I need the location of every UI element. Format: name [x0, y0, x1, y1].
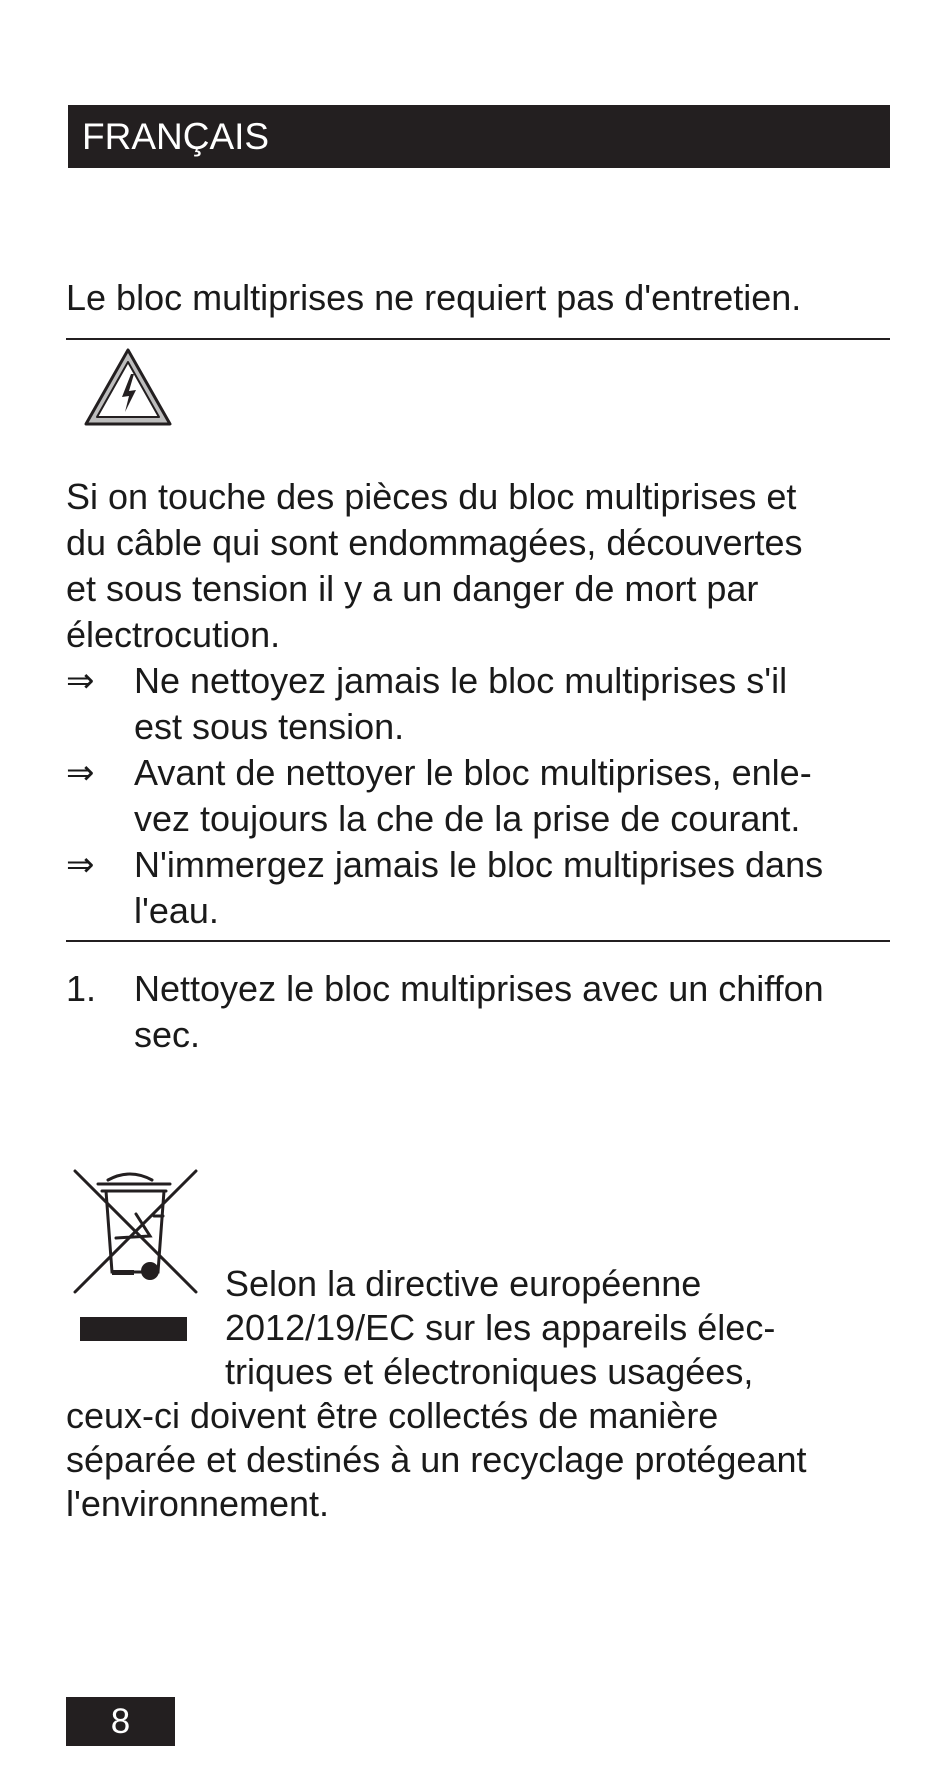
step-1-line-1: Nettoyez le bloc multiprises avec un chiffon — [134, 968, 824, 1009]
crossed-out-wheelie-bin-icon — [72, 1168, 202, 1296]
warning-line-4: électrocution. — [66, 614, 281, 655]
step-1-line-2: sec. — [134, 1014, 201, 1055]
instruction-3-line-2: l'eau. — [134, 890, 219, 931]
page-number: 8 — [66, 1697, 175, 1746]
instruction-2-line-1: Avant de nettoyer le bloc multiprises, enle- — [134, 752, 812, 793]
maintenance-intro: Le bloc multiprises ne requiert pas d'entretien. — [66, 277, 802, 318]
recycling-line-5: séparée et destinés à un recyclage protégeant — [66, 1439, 807, 1480]
recycling-line-3: triques et électroniques usagées, — [225, 1351, 754, 1392]
instruction-1-line-2: est sous tension. — [134, 706, 405, 747]
instruction-3-line-1: N'immergez jamais le bloc multiprises dans — [134, 844, 824, 885]
language-header: FRANÇAIS — [68, 105, 890, 168]
warning-line-2: du câble qui sont endommagées, découvertes — [66, 522, 803, 563]
divider-bottom — [66, 940, 890, 942]
arrow-bullet-2: ⇒ — [66, 754, 95, 792]
step-number-1: 1. — [66, 968, 97, 1009]
instruction-1-line-1: Ne nettoyez jamais le bloc multiprises s'il — [134, 660, 788, 701]
recycling-line-6: l'environnement. — [66, 1483, 330, 1524]
divider-top — [66, 338, 890, 340]
arrow-bullet-1: ⇒ — [66, 662, 95, 700]
arrow-bullet-3: ⇒ — [66, 846, 95, 884]
recycling-line-4: ceux-ci doivent être collectés de manière — [66, 1395, 719, 1436]
weee-marking-bar — [80, 1317, 187, 1341]
warning-line-1: Si on touche des pièces du bloc multiprises et — [66, 476, 797, 517]
recycling-line-2: 2012/19/EC sur les appareils élec- — [225, 1307, 776, 1348]
recycling-line-1: Selon la directive européenne — [225, 1263, 702, 1304]
electrical-hazard-triangle-icon — [83, 347, 173, 427]
instruction-2-line-2: vez toujours la che de la prise de courant. — [134, 798, 801, 839]
warning-line-3: et sous tension il y a un danger de mort par — [66, 568, 759, 609]
